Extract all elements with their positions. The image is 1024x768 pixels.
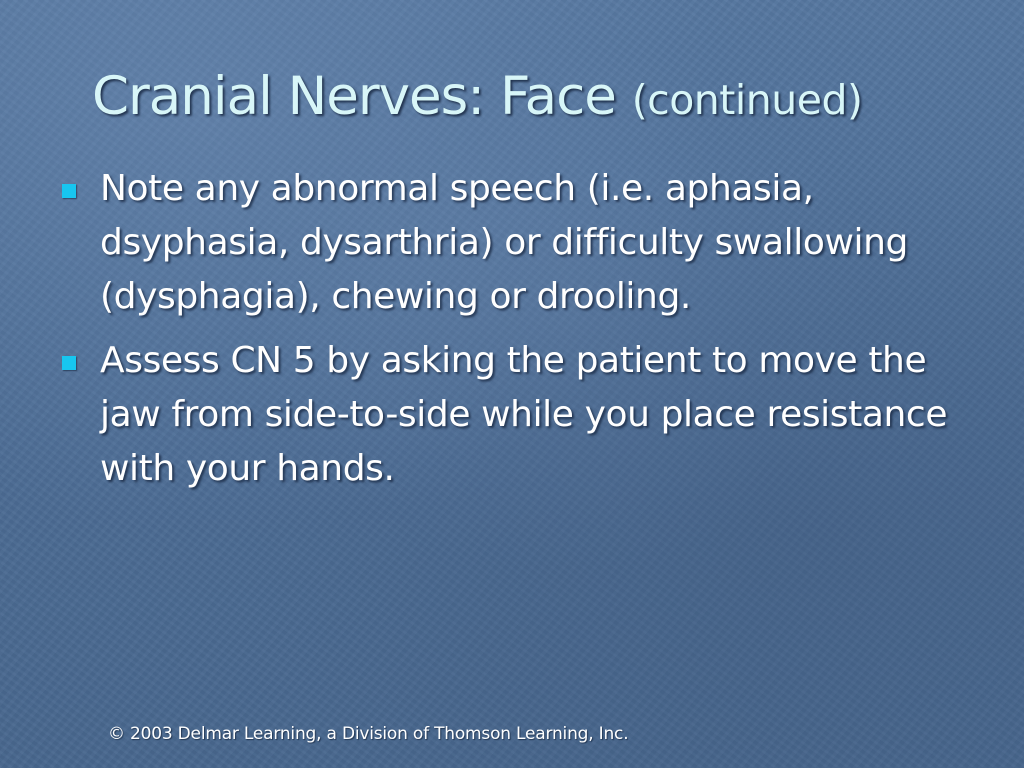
bullet-text: Note any abnormal speech (i.e. aphasia, dsyphasia, dysarthria) or difficulty swallowing (dysphagia), chewing or drooling. xyxy=(100,168,908,317)
bullet-text: Assess CN 5 by asking the patient to move the jaw from side-to-side while you place resistance with your hands. xyxy=(100,340,948,489)
bullet-item xyxy=(62,334,982,496)
slide-title xyxy=(92,62,862,135)
copyright-footer: © 2003 Delmar Learning, a Division of Thomson Learning, Inc. xyxy=(108,724,629,744)
square-bullet-icon xyxy=(62,184,76,198)
square-bullet-icon xyxy=(62,356,76,370)
bullet-list xyxy=(62,162,982,506)
slide-title-main: Cranial Nerves: Face xyxy=(92,66,616,127)
bullet-item xyxy=(62,162,982,324)
slide-title-suffix: (continued) xyxy=(631,76,863,124)
